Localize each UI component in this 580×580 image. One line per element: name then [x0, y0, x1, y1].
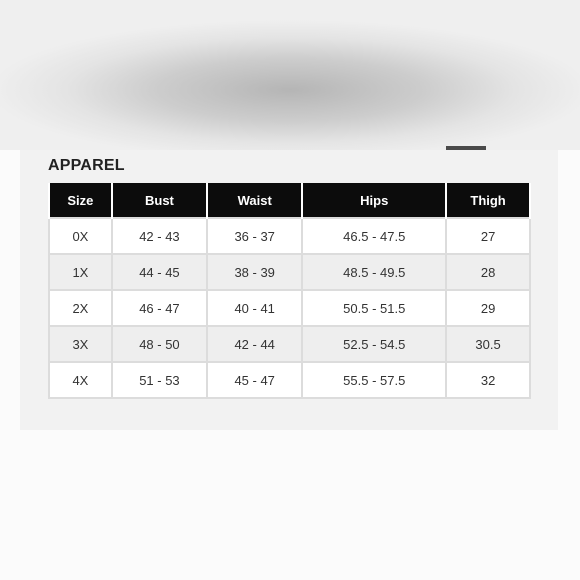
cell-waist: 40 - 41	[207, 290, 302, 326]
cell-size: 1X	[49, 254, 112, 290]
table-row	[49, 362, 530, 398]
cell-size: 4X	[49, 362, 112, 398]
cell-thigh: 27	[446, 218, 530, 254]
cell-waist: 38 - 39	[207, 254, 302, 290]
header-waist: Waist	[207, 183, 302, 218]
cell-thigh: 29	[446, 290, 530, 326]
cell-hips: 48.5 - 49.5	[302, 254, 446, 290]
cell-thigh: 28	[446, 254, 530, 290]
section-title: APPAREL	[48, 157, 125, 174]
cell-hips: 52.5 - 54.5	[302, 326, 446, 362]
cell-thigh: 30.5	[446, 326, 530, 362]
cell-waist: 42 - 44	[207, 326, 302, 362]
size-chart-table	[48, 183, 531, 399]
cell-size: 0X	[49, 218, 112, 254]
header-hips: Hips	[302, 183, 446, 218]
cell-bust: 48 - 50	[112, 326, 207, 362]
cell-bust: 44 - 45	[112, 254, 207, 290]
table-row	[49, 326, 530, 362]
cell-bust: 42 - 43	[112, 218, 207, 254]
header-bust: Bust	[112, 183, 207, 218]
cell-bust: 46 - 47	[112, 290, 207, 326]
header-thigh: Thigh	[446, 183, 530, 218]
table-row	[49, 254, 530, 290]
blurred-header-area	[0, 0, 580, 150]
header-size: Size	[49, 183, 112, 218]
cell-bust: 51 - 53	[112, 362, 207, 398]
cell-hips: 46.5 - 47.5	[302, 218, 446, 254]
cell-waist: 45 - 47	[207, 362, 302, 398]
table-row	[49, 218, 530, 254]
table-header-row	[49, 183, 530, 218]
cell-size: 2X	[49, 290, 112, 326]
cell-waist: 36 - 37	[207, 218, 302, 254]
table-row	[49, 290, 530, 326]
cell-hips: 50.5 - 51.5	[302, 290, 446, 326]
cell-size: 3X	[49, 326, 112, 362]
cell-thigh: 32	[446, 362, 530, 398]
cell-hips: 55.5 - 57.5	[302, 362, 446, 398]
